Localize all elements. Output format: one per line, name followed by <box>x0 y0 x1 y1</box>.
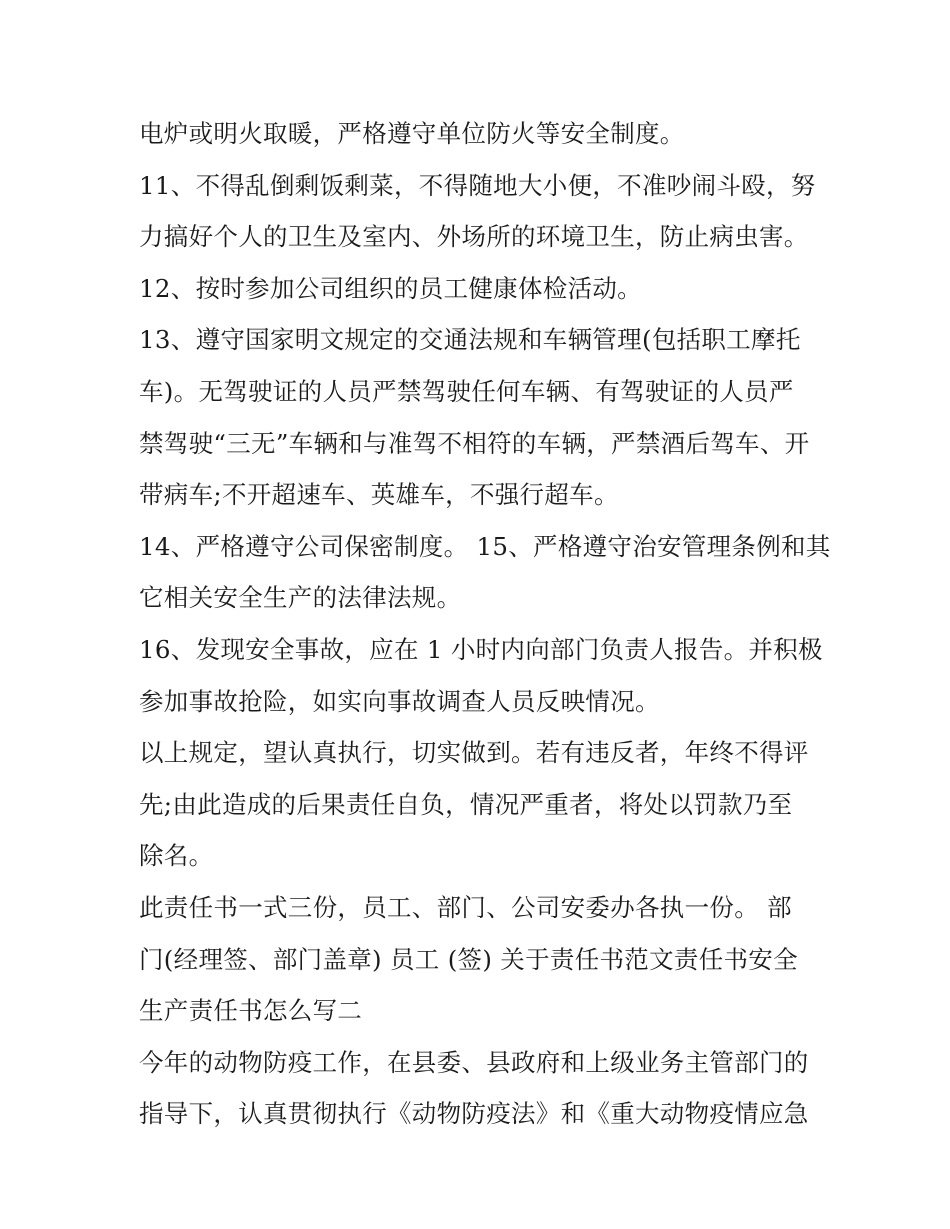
paragraph-item-16 <box>139 624 839 727</box>
text-line: 今年的动物防疫工作，在县委、县政府和上级业务主管部门的 <box>139 1047 809 1077</box>
text-line: 除名。 <box>139 841 214 871</box>
document-body <box>139 108 839 1140</box>
paragraph-item-12 <box>139 263 839 315</box>
text-line: 禁驾驶“三无”车辆和与准驾不相符的车辆，严禁酒后驾车、开 <box>139 428 810 458</box>
text-line: 它相关安全生产的法律法规。 <box>139 583 462 613</box>
paragraph-copies-signatures <box>139 882 839 1037</box>
paragraph-animal-epidemic <box>139 1037 839 1140</box>
text-line: 带病车;不开超速车、英雄车，不强行超车。 <box>139 480 619 510</box>
text-line: 力搞好个人的卫生及室内、外场所的环境卫生，防止病虫害。 <box>139 222 809 252</box>
text-line: 11、不得乱倒剩饭剩菜，不得随地大小便，不准吵闹斗殴，努 <box>139 170 816 200</box>
text-line: 电炉或明火取暖，严格遵守单位防火等安全制度。 <box>139 119 685 148</box>
paragraph-item-13 <box>139 314 839 520</box>
text-line: 先;由此造成的后果责任自负，情况严重者，将处以罚款乃至 <box>139 789 793 819</box>
text-line: 16、发现安全事故，应在 1 小时内向部门负责人报告。并积极 <box>139 634 823 664</box>
text-line: 13、遵守国家明文规定的交通法规和车辆管理(包括职工摩托 <box>139 325 801 355</box>
paragraph-fire-safety <box>139 108 839 160</box>
paragraph-item-14-15 <box>139 521 839 624</box>
paragraph-item-11 <box>139 160 839 263</box>
paragraph-conclusion <box>139 727 839 882</box>
text-line: 此责任书一式三份，员工、部门、公司安委办各执一份。 部 <box>139 892 792 922</box>
text-line: 门(经理签、部门盖章) 员工 (签) 关于责任书范文责任书安全 <box>139 944 798 974</box>
text-line: 12、按时参加公司组织的员工健康体检活动。 <box>139 273 642 303</box>
text-line: 车)。无驾驶证的人员严禁驾驶任何车辆、有驾驶证的人员严 <box>139 376 794 406</box>
text-line: 指导下，认真贯彻执行《动物防疫法》和《重大动物疫情应急 <box>139 1099 809 1129</box>
text-line: 生产责任书怎么写二 <box>139 996 363 1026</box>
text-line: 参加事故抢险，如实向事故调查人员反映情况。 <box>139 686 660 716</box>
text-line: 以上规定，望认真执行，切实做到。若有违反者，年终不得评 <box>139 738 809 768</box>
text-line: 14、严格遵守公司保密制度。 15、严格遵守治安管理条例和其 <box>139 531 831 561</box>
